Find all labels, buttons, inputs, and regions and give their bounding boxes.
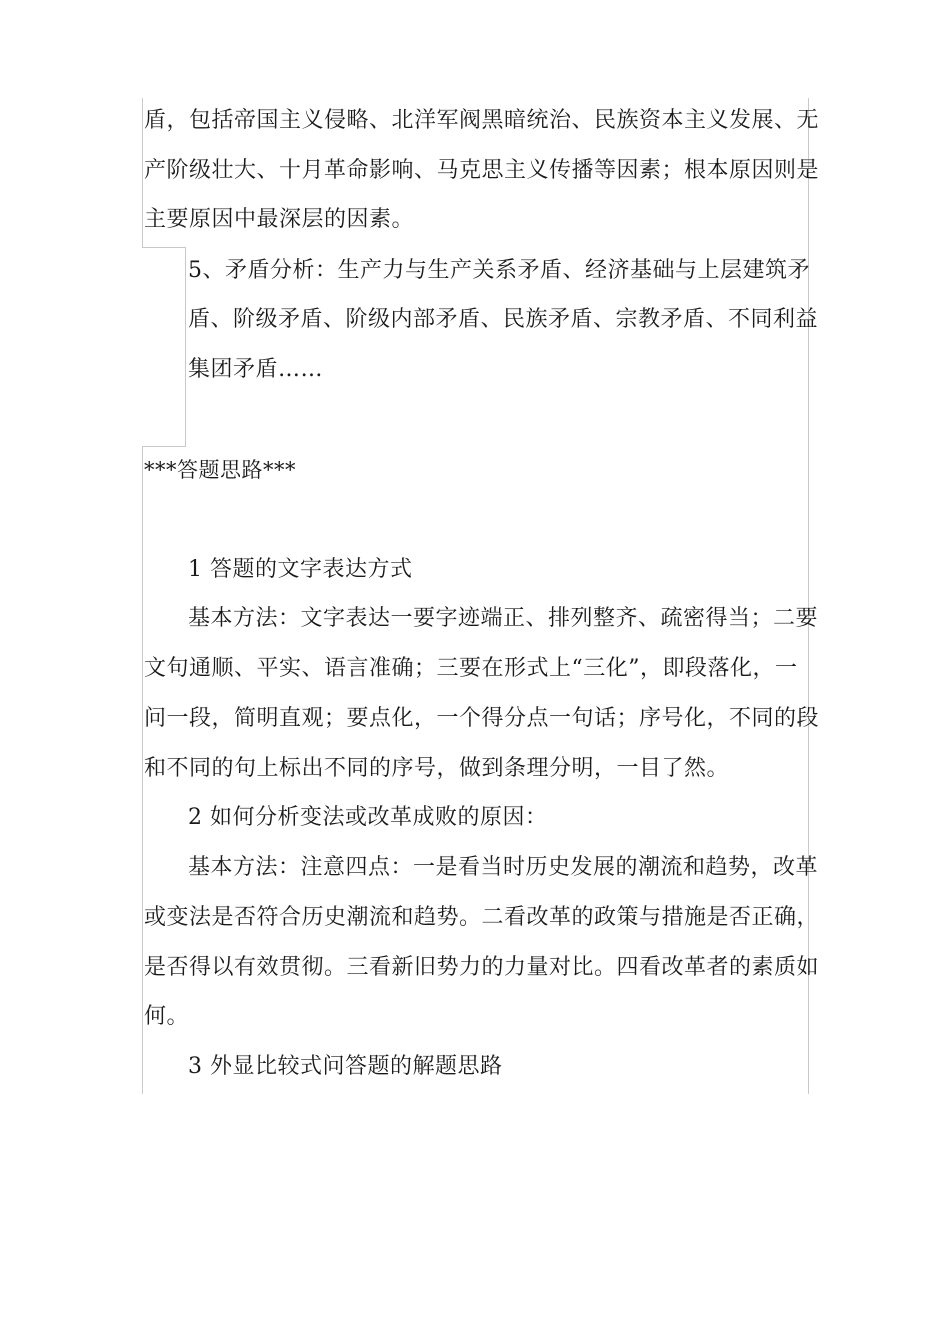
frame-right-border bbox=[808, 98, 809, 1094]
frame-notch-top bbox=[142, 247, 186, 248]
text-line: 和不同的句上标出不同的序号，做到条理分明，一目了然。 bbox=[144, 756, 730, 781]
frame-left-border-bottom bbox=[142, 446, 143, 1094]
frame-notch-bottom bbox=[142, 446, 186, 447]
text-line: 集团矛盾…… bbox=[188, 357, 324, 382]
text-line: 主要原因中最深层的因素。 bbox=[144, 207, 415, 232]
subheading: 3 外显比较式问答题的解题思路 bbox=[188, 1054, 503, 1079]
text-line: 何。 bbox=[144, 1004, 190, 1029]
text-line: 盾、阶级矛盾、阶级内部矛盾、民族矛盾、宗教矛盾、不同利益 bbox=[188, 307, 819, 332]
text-line: 文句通顺、平实、语言准确；三要在形式上“三化”，即段落化，一 bbox=[144, 656, 798, 681]
text-line: 5、矛盾分析：生产力与生产关系矛盾、经济基础与上层建筑矛 bbox=[188, 258, 810, 283]
text-line: 或变法是否符合历史潮流和趋势。二看改革的政策与措施是否正确， bbox=[144, 905, 820, 930]
text-line: 基本方法：注意四点：一是看当时历史发展的潮流和趋势，改革 bbox=[188, 855, 819, 880]
section-heading: ***答题思路*** bbox=[144, 458, 296, 482]
text-line: 问一段，简明直观；要点化，一个得分点一句话；序号化，不同的段 bbox=[144, 706, 820, 731]
frame-notch-side bbox=[185, 247, 186, 447]
text-line: 盾，包括帝国主义侵略、北洋军阀黑暗统治、民族资本主义发展、无 bbox=[144, 108, 820, 133]
text-line: 产阶级壮大、十月革命影响、马克思主义传播等因素；根本原因则是 bbox=[144, 158, 820, 183]
text-line: 是否得以有效贯彻。三看新旧势力的力量对比。四看改革者的素质如 bbox=[144, 955, 820, 980]
frame-left-border-top bbox=[142, 98, 143, 248]
text-line: 基本方法：文字表达一要字迹端正、排列整齐、疏密得当；二要 bbox=[188, 606, 819, 631]
subheading: 1 答题的文字表达方式 bbox=[188, 557, 413, 582]
subheading: 2 如何分析变法或改革成败的原因： bbox=[188, 805, 548, 830]
